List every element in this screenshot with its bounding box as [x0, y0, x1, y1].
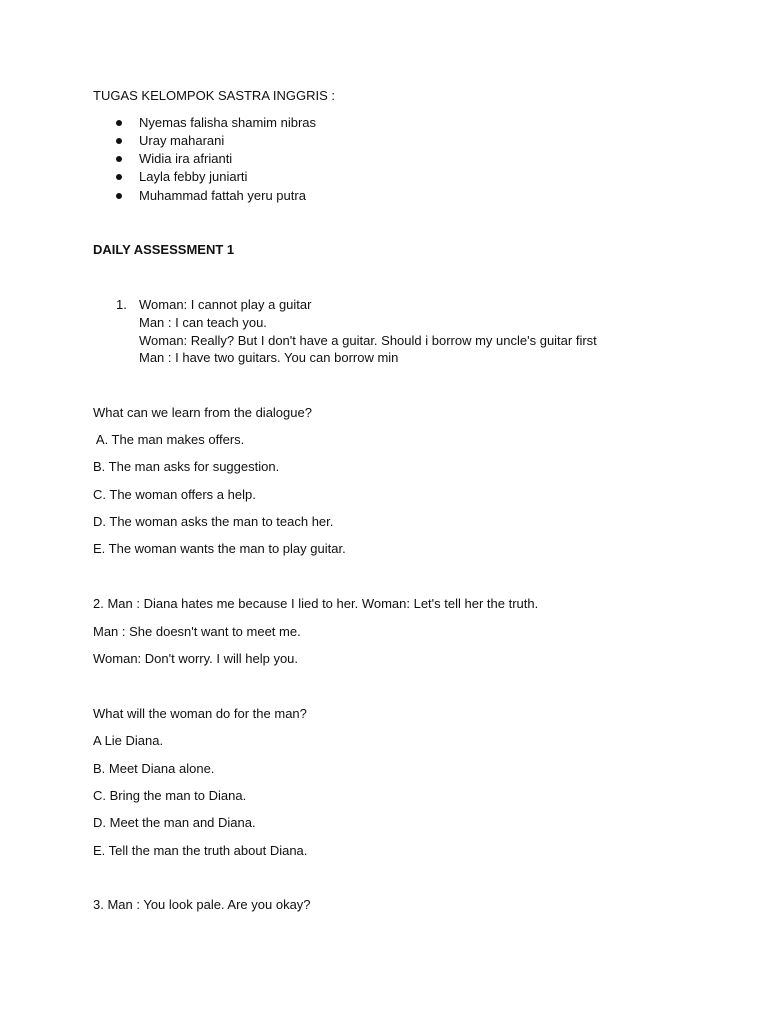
member-item: Uray maharani: [139, 133, 225, 148]
bullet-icon: [116, 193, 122, 199]
question-prompt: What can we learn from the dialogue?: [93, 405, 312, 420]
answer-option: A. The man makes offers.: [93, 432, 245, 447]
answer-option: D. The woman asks the man to teach her.: [93, 514, 334, 529]
dialogue-line: Woman: Really? But I don't have a guitar. Should i borrow my uncle's guitar first: [139, 333, 597, 348]
dialogue-line: Woman: I cannot play a guitar: [139, 297, 312, 312]
answer-option: C. Bring the man to Diana.: [93, 788, 247, 803]
bullet-icon: [116, 174, 122, 180]
dialogue-line: 2. Man : Diana hates me because I lied to her. Woman: Let's tell her the truth.: [93, 596, 539, 611]
member-item: Nyemas falisha shamim nibras: [139, 115, 317, 130]
answer-option: A Lie Diana.: [93, 733, 164, 748]
member-item: Widia ira afrianti: [139, 151, 233, 166]
bullet-icon: [116, 138, 122, 144]
answer-option: E. The woman wants the man to play guitar.: [93, 541, 346, 556]
member-item: Muhammad fattah yeru putra: [139, 188, 306, 203]
section-title: DAILY ASSESSMENT 1: [93, 242, 235, 257]
answer-option: E. Tell the man the truth about Diana.: [93, 843, 308, 858]
question-prompt: What will the woman do for the man?: [93, 706, 307, 721]
answer-option: C. The woman offers a help.: [93, 487, 256, 502]
dialogue-line: Man : She doesn't want to meet me.: [93, 624, 301, 639]
dialogue-line: 3. Man : You look pale. Are you okay?: [93, 897, 311, 912]
dialogue-line: Man : I can teach you.: [139, 315, 267, 330]
question-number: 1.: [116, 297, 127, 312]
answer-option: B. Meet Diana alone.: [93, 761, 215, 776]
bullet-icon: [116, 156, 122, 162]
bullet-icon: [116, 120, 122, 126]
answer-option: D. Meet the man and Diana.: [93, 815, 256, 830]
dialogue-line: Man : I have two guitars. You can borrow min: [139, 350, 399, 365]
answer-option: B. The man asks for suggestion.: [93, 459, 280, 474]
document-title: TUGAS KELOMPOK SASTRA INGGRIS :: [93, 88, 335, 103]
member-item: Layla febby juniarti: [139, 169, 248, 184]
dialogue-line: Woman: Don't worry. I will help you.: [93, 651, 299, 666]
